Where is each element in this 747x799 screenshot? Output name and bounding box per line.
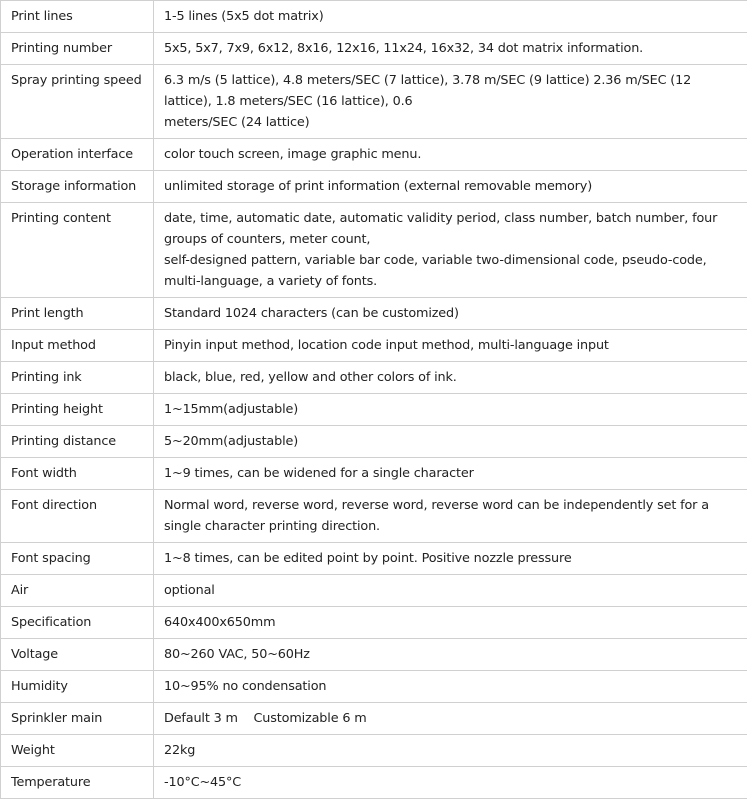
spec-value-line: 6.3 m/s (5 lattice), 4.8 meters/SEC (7 lattice), 3.78 m/SEC (9 lattice) 2.36 m/SEC (12 lattice), 1.8 meters/SEC (16 lattice), 0.6: [164, 70, 737, 112]
spec-value-line: Normal word, reverse word, reverse word, reverse word can be independently set for a single character printing direction.: [164, 495, 737, 537]
table-row: [1, 703, 747, 735]
spec-value-line: 640x400x650mm: [164, 612, 737, 633]
table-row: [1, 490, 747, 543]
spec-value: [154, 426, 747, 458]
table-row: [1, 607, 747, 639]
table-row: [1, 575, 747, 607]
spec-value: [154, 543, 747, 575]
spec-label: Weight: [1, 735, 154, 767]
table-row: [1, 139, 747, 171]
table-row: [1, 767, 747, 799]
spec-value-line: Default 3 m Customizable 6 m: [164, 708, 737, 729]
spec-value: [154, 330, 747, 362]
spec-value-line: black, blue, red, yellow and other colors of ink.: [164, 367, 737, 388]
spec-value: [154, 575, 747, 607]
spec-value: [154, 735, 747, 767]
table-row: [1, 65, 747, 139]
spec-label: Font width: [1, 458, 154, 490]
table-row: [1, 671, 747, 703]
spec-value-line: 5~20mm(adjustable): [164, 431, 737, 452]
spec-value: [154, 394, 747, 426]
spec-label: Font direction: [1, 490, 154, 543]
spec-value-line: 1~8 times, can be edited point by point. Positive nozzle pressure: [164, 548, 737, 569]
table-row: [1, 1, 747, 33]
spec-value-line: unlimited storage of print information (external removable memory): [164, 176, 737, 197]
spec-value: [154, 33, 747, 65]
table-row: [1, 426, 747, 458]
spec-value: [154, 671, 747, 703]
table-row: [1, 298, 747, 330]
spec-label: Specification: [1, 607, 154, 639]
spec-value: [154, 458, 747, 490]
spec-label: Spray printing speed: [1, 65, 154, 139]
spec-value: [154, 298, 747, 330]
spec-value: [154, 203, 747, 298]
spec-label: Voltage: [1, 639, 154, 671]
spec-value-line: 1~15mm(adjustable): [164, 399, 737, 420]
spec-value-line: self-designed pattern, variable bar code, variable two-dimensional code, pseudo-code, multi-language, a variety of fonts.: [164, 250, 737, 292]
spec-label: Printing number: [1, 33, 154, 65]
spec-label: Storage information: [1, 171, 154, 203]
table-row: [1, 639, 747, 671]
spec-label: Print lines: [1, 1, 154, 33]
spec-value-line: optional: [164, 580, 737, 601]
spec-label: Printing content: [1, 203, 154, 298]
spec-label: Printing height: [1, 394, 154, 426]
spec-value-line: 10~95% no condensation: [164, 676, 737, 697]
spec-value-line: -10°C~45°C: [164, 772, 737, 793]
spec-value-line: 1~9 times, can be widened for a single character: [164, 463, 737, 484]
table-row: [1, 394, 747, 426]
table-row: [1, 203, 747, 298]
spec-value-line: date, time, automatic date, automatic validity period, class number, batch number, four groups of counters, meter count,: [164, 208, 737, 250]
spec-value: [154, 767, 747, 799]
spec-label: Font spacing: [1, 543, 154, 575]
spec-value-line: 22kg: [164, 740, 737, 761]
spec-label: Input method: [1, 330, 154, 362]
table-row: [1, 171, 747, 203]
spec-value-line: meters/SEC (24 lattice): [164, 112, 737, 133]
spec-value: [154, 171, 747, 203]
spec-label: Humidity: [1, 671, 154, 703]
spec-value: [154, 1, 747, 33]
table-row: [1, 735, 747, 767]
spec-label: Temperature: [1, 767, 154, 799]
spec-label: Air: [1, 575, 154, 607]
spec-label: Print length: [1, 298, 154, 330]
spec-value-line: Pinyin input method, location code input method, multi-language input: [164, 335, 737, 356]
table-row: [1, 33, 747, 65]
table-row: [1, 362, 747, 394]
spec-value: [154, 639, 747, 671]
spec-value: [154, 362, 747, 394]
spec-value: [154, 139, 747, 171]
spec-label: Printing distance: [1, 426, 154, 458]
spec-value-line: 5x5, 5x7, 7x9, 6x12, 8x16, 12x16, 11x24, 16x32, 34 dot matrix information.: [164, 38, 737, 59]
spec-label: Printing ink: [1, 362, 154, 394]
table-row: [1, 543, 747, 575]
spec-table-body: [1, 1, 747, 799]
spec-value-line: color touch screen, image graphic menu.: [164, 144, 737, 165]
table-row: [1, 458, 747, 490]
spec-value: [154, 607, 747, 639]
spec-label: Operation interface: [1, 139, 154, 171]
spec-value-line: Standard 1024 characters (can be customized): [164, 303, 737, 324]
spec-label: Sprinkler main: [1, 703, 154, 735]
table-row: [1, 330, 747, 362]
spec-value: [154, 703, 747, 735]
spec-value: [154, 490, 747, 543]
spec-value-line: 1-5 lines (5x5 dot matrix): [164, 6, 737, 27]
spec-value-line: 80~260 VAC, 50~60Hz: [164, 644, 737, 665]
spec-value: [154, 65, 747, 139]
